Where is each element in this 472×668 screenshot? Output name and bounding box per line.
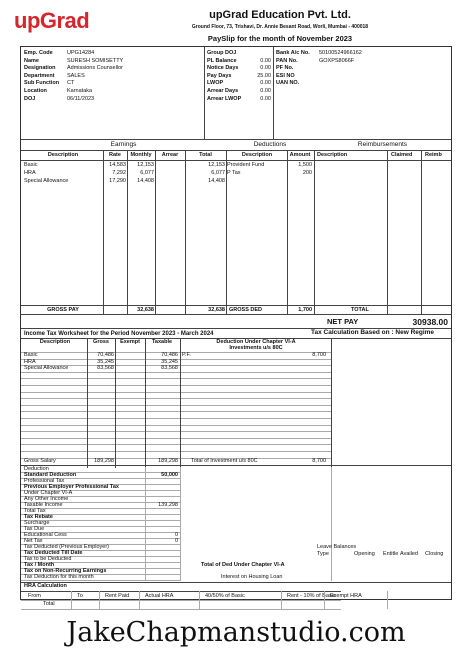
employee-field-value: 25.00 bbox=[257, 72, 271, 79]
tax-calc-label: Educational Cess bbox=[24, 531, 67, 538]
employee-field-label: PAN No. bbox=[276, 57, 298, 64]
employee-field-label: UAN NO. bbox=[276, 80, 300, 87]
rule-horizontal bbox=[21, 305, 451, 306]
tax-row-taxable: 83,568 bbox=[161, 365, 178, 372]
gross-deduction-label: GROSS DED bbox=[229, 307, 263, 313]
earning-monthly: 14,408 bbox=[137, 177, 154, 184]
col-header: Claimed bbox=[391, 152, 413, 158]
rule-vertical bbox=[180, 467, 181, 581]
employee-field-label: PF No. bbox=[276, 65, 294, 72]
col-header: Exempt bbox=[120, 339, 140, 345]
tax-calc-label: Taxable Income bbox=[24, 501, 63, 508]
tax-calc-label: Tax Deducted Till Date bbox=[24, 549, 83, 556]
rule-horizontal bbox=[21, 378, 331, 379]
hra-col-header: To bbox=[77, 592, 83, 599]
employee-field-label: Arrear LWOP bbox=[207, 95, 242, 102]
tax-worksheet-title: Income Tax Worksheet for the Period November 2023 - March 2024 bbox=[24, 331, 214, 337]
leave-col-header: Availed bbox=[400, 550, 418, 557]
gross-salary-label: Gross Salary bbox=[24, 458, 56, 465]
rule-horizontal bbox=[21, 139, 451, 140]
rule-vertical bbox=[145, 467, 146, 581]
gross-salary-value: 189,298 bbox=[94, 458, 114, 465]
tax-calc-label: Tax Rebate bbox=[24, 513, 53, 520]
tax-row-gross: 70,486 bbox=[97, 352, 114, 359]
col-header: Total bbox=[199, 152, 212, 158]
hra-col-header: From bbox=[28, 592, 41, 599]
net-pay-label: NET PAY bbox=[327, 317, 359, 326]
tax-calc-label: Total Tax bbox=[24, 507, 46, 514]
rule-horizontal bbox=[21, 405, 331, 406]
earning-total: 12,153 bbox=[208, 162, 225, 168]
chapter-heading: Deduction Under Chapter VI-A bbox=[216, 339, 296, 345]
col-header: Arrear bbox=[161, 152, 179, 158]
rule-vertical bbox=[115, 338, 116, 468]
leave-balances-title: Leave Balances bbox=[317, 543, 357, 550]
tax-calc-label: Tax Deduction for this month bbox=[24, 573, 94, 580]
reimbursement-total-label: TOTAL bbox=[351, 307, 369, 313]
tax-row-gross: 83,568 bbox=[97, 365, 114, 372]
tax-row-gross: 35,245 bbox=[97, 358, 114, 365]
employee-field-value: 0.00 bbox=[260, 80, 271, 87]
rule-vertical bbox=[204, 47, 205, 139]
tax-row-taxable: 35,245 bbox=[161, 358, 178, 365]
rule-horizontal bbox=[21, 398, 331, 399]
rule-vertical bbox=[185, 150, 186, 314]
gross-salary-taxable: 189,298 bbox=[158, 458, 178, 465]
col-header: Monthly bbox=[130, 152, 152, 158]
employee-field-value: 0.00 bbox=[260, 57, 271, 64]
employee-field-label: DOJ bbox=[24, 95, 36, 102]
rule-vertical bbox=[87, 338, 88, 468]
hra-total-label: Total bbox=[43, 600, 55, 607]
rule-horizontal bbox=[21, 385, 331, 386]
deduction-description: Provident Fund bbox=[227, 162, 265, 168]
employee-field-label: Pay Days bbox=[207, 72, 232, 79]
deduction-amount: 1,500 bbox=[298, 162, 312, 168]
tax-calc-label: Tax on Non-Recurring Earnings bbox=[24, 567, 107, 574]
hra-col-header: 40/50% of Basic bbox=[205, 592, 245, 599]
tax-row-description: Basic bbox=[24, 352, 38, 359]
employee-field-label: Name bbox=[24, 57, 39, 64]
company-logo: upGrad bbox=[14, 8, 90, 33]
hra-title: HRA Calculation bbox=[24, 582, 67, 589]
leave-col-header: Type bbox=[317, 550, 329, 557]
hra-col-header: Actual HRA bbox=[145, 592, 174, 599]
employee-field-value: SALES bbox=[67, 72, 85, 79]
tax-calc-label: Under Chapter VI-A bbox=[24, 489, 73, 496]
employee-field-value: Karnataka bbox=[67, 88, 93, 94]
rule-vertical bbox=[331, 467, 332, 581]
rule-horizontal bbox=[21, 425, 331, 426]
watermark: JakeChapmanstudio.com bbox=[66, 616, 406, 648]
pf-label: P.F. bbox=[182, 352, 191, 359]
employee-field-label: Emp. Code bbox=[24, 50, 53, 56]
rule-horizontal bbox=[21, 418, 331, 419]
tax-calc-value: 50,000 bbox=[161, 471, 178, 478]
col-header: Reimb bbox=[425, 152, 442, 158]
employee-field-value: Admissions Counsellor bbox=[67, 65, 123, 72]
earnings-heading: Earnings bbox=[110, 141, 137, 148]
earning-description: HRA bbox=[24, 169, 36, 176]
deduction-amount: 200 bbox=[302, 169, 312, 176]
employee-field-label: PL Balance bbox=[207, 57, 237, 64]
rule-vertical bbox=[287, 150, 288, 314]
rule-vertical bbox=[331, 338, 332, 468]
rule-horizontal bbox=[21, 372, 331, 373]
gross-deduction-total: 1,700 bbox=[298, 307, 312, 313]
employee-field-label: Bank A/c No. bbox=[276, 50, 310, 56]
earning-rate: 14,583 bbox=[109, 162, 126, 168]
tax-calc-label: Tax Due bbox=[24, 525, 45, 532]
employee-field-value: UPG14284 bbox=[67, 50, 95, 56]
employee-field-value: 0.00 bbox=[260, 95, 271, 102]
employee-field-label: Notice Days bbox=[207, 65, 239, 72]
rule-vertical bbox=[155, 150, 156, 314]
tax-calc-value: 0 bbox=[174, 537, 178, 544]
earning-description: Basic bbox=[24, 162, 38, 168]
earning-total: 6,077 bbox=[211, 169, 225, 176]
employee-field-label: Location bbox=[24, 88, 47, 94]
tax-calc-value: 139,298 bbox=[158, 501, 178, 508]
rule-horizontal bbox=[21, 600, 341, 601]
hra-col-header: Rent Paid bbox=[105, 592, 130, 599]
employee-field-value: CT bbox=[67, 80, 75, 87]
rule-vertical bbox=[314, 150, 315, 314]
col-header: Taxable bbox=[151, 339, 173, 345]
earning-monthly: 12,153 bbox=[137, 162, 154, 168]
chapter-subheading: Investments u/s 80C bbox=[229, 345, 283, 351]
employee-field-label: Sub Function bbox=[24, 80, 60, 87]
interest-housing-label: Interest on Housing Loan bbox=[221, 573, 283, 580]
tax-calc-label: Tax / Month bbox=[24, 561, 55, 568]
tax-calc-label: Previous Employer Professional Tax bbox=[24, 483, 119, 490]
rule-vertical bbox=[103, 150, 104, 314]
col-header: Description bbox=[47, 152, 79, 158]
leave-col-header: Closing bbox=[425, 550, 444, 557]
employee-field-value: SURESH SOMISETTY bbox=[67, 57, 124, 64]
leave-col-header: Opening bbox=[354, 550, 375, 557]
payslip-title: PaySlip for the month of November 2023 bbox=[207, 34, 353, 43]
rule-horizontal bbox=[21, 591, 341, 592]
col-header: Description bbox=[317, 152, 348, 158]
rule-vertical bbox=[145, 338, 146, 468]
col-header: Description bbox=[39, 339, 71, 345]
employee-field-label: Arrear Days bbox=[207, 88, 239, 94]
employee-field-value: 0.00 bbox=[260, 88, 271, 94]
col-header: Description bbox=[241, 152, 273, 158]
rule-vertical bbox=[273, 47, 274, 139]
earning-rate: 17,290 bbox=[109, 177, 126, 184]
gross-pay-total: 32,638 bbox=[208, 307, 225, 313]
tax-regime: Tax Calculation Based on : New Regime bbox=[311, 329, 435, 336]
employee-field-label: Designation bbox=[24, 65, 56, 72]
earning-total: 14,408 bbox=[208, 177, 225, 184]
employee-field-label: Department bbox=[24, 72, 55, 79]
tax-calc-label: Any Other Income bbox=[24, 495, 69, 502]
deductions-heading: Deductions bbox=[253, 141, 287, 148]
employee-field-value: 06/11/2023 bbox=[67, 95, 95, 102]
hra-col-header: Rent - 10% of Basic bbox=[287, 592, 336, 599]
earning-description: Special Allowance bbox=[24, 177, 69, 184]
rule-horizontal bbox=[21, 392, 331, 393]
tax-row-description: Special Allowance bbox=[24, 365, 69, 372]
reimbursements-heading: Reimbursements bbox=[357, 141, 408, 148]
net-pay-value: 30938.00 bbox=[412, 317, 448, 327]
employee-field-value: 0.00 bbox=[260, 65, 271, 72]
total-investment-value: 8,700 bbox=[312, 458, 326, 465]
company-name: upGrad Education Pvt. Ltd. bbox=[209, 9, 351, 21]
tax-calc-label: Standard Deduction bbox=[24, 471, 77, 478]
rule-horizontal bbox=[21, 526, 181, 527]
tax-calc-value: 0 bbox=[174, 531, 178, 538]
gross-pay-monthly: 32,638 bbox=[137, 307, 154, 313]
tax-row-taxable: 70,486 bbox=[161, 352, 178, 359]
rule-horizontal bbox=[21, 444, 331, 445]
rule-horizontal bbox=[21, 411, 331, 412]
pf-value: 8,700 bbox=[312, 352, 326, 359]
total-investment-label: Total of Investment u/s 80C bbox=[191, 458, 258, 465]
payslip-sheet bbox=[20, 46, 452, 607]
tax-calc-label: Surcharge bbox=[24, 519, 50, 526]
rule-horizontal bbox=[21, 451, 331, 452]
rule-vertical bbox=[226, 150, 227, 314]
rule-horizontal bbox=[21, 465, 451, 466]
rule-vertical bbox=[127, 150, 128, 314]
employee-field-label: Group DOJ bbox=[207, 50, 237, 56]
earning-rate: 7,292 bbox=[112, 169, 126, 176]
leave-col-header: Entitle bbox=[383, 550, 399, 557]
earning-monthly: 6,077 bbox=[140, 169, 154, 176]
total-chapter-deduction-label: Total of Ded Under Chapter VI-A bbox=[201, 561, 285, 568]
tax-calc-label: Professional Tax bbox=[24, 477, 65, 484]
tax-calc-label: Net Tax bbox=[24, 537, 43, 544]
rule-vertical bbox=[180, 338, 181, 468]
deduction-description: P Tax bbox=[227, 169, 241, 176]
tax-calc-label: Deduction bbox=[24, 465, 49, 472]
rule-horizontal bbox=[21, 314, 451, 315]
tax-calc-label: Tax Deducted (Previous Employer) bbox=[24, 543, 109, 550]
rule-horizontal bbox=[21, 438, 331, 439]
col-header: Gross bbox=[93, 339, 109, 345]
employee-field-value: 50100524966162 bbox=[319, 50, 362, 56]
rule-horizontal bbox=[21, 431, 331, 432]
rule-horizontal bbox=[21, 582, 451, 583]
col-header: Rate bbox=[109, 152, 121, 158]
gross-pay-label: GROSS PAY bbox=[47, 307, 79, 313]
employee-field-label: ESI NO bbox=[276, 72, 295, 79]
col-header: Amount bbox=[289, 152, 311, 158]
company-address: Ground Floor, 73, Trishavi, Dr. Annie Besant Road, Worli, Mumbai - 400018 bbox=[191, 24, 369, 30]
tax-row-description: HRA bbox=[24, 358, 36, 365]
rule-vertical bbox=[421, 150, 422, 314]
rule-vertical bbox=[387, 150, 388, 314]
employee-field-value: GOXPS8066F bbox=[319, 57, 355, 64]
hra-col-header: Exempt HRA bbox=[330, 592, 362, 599]
tax-calc-label: Tax to be Deducted bbox=[24, 555, 72, 562]
employee-field-label: LWOP bbox=[207, 80, 224, 87]
